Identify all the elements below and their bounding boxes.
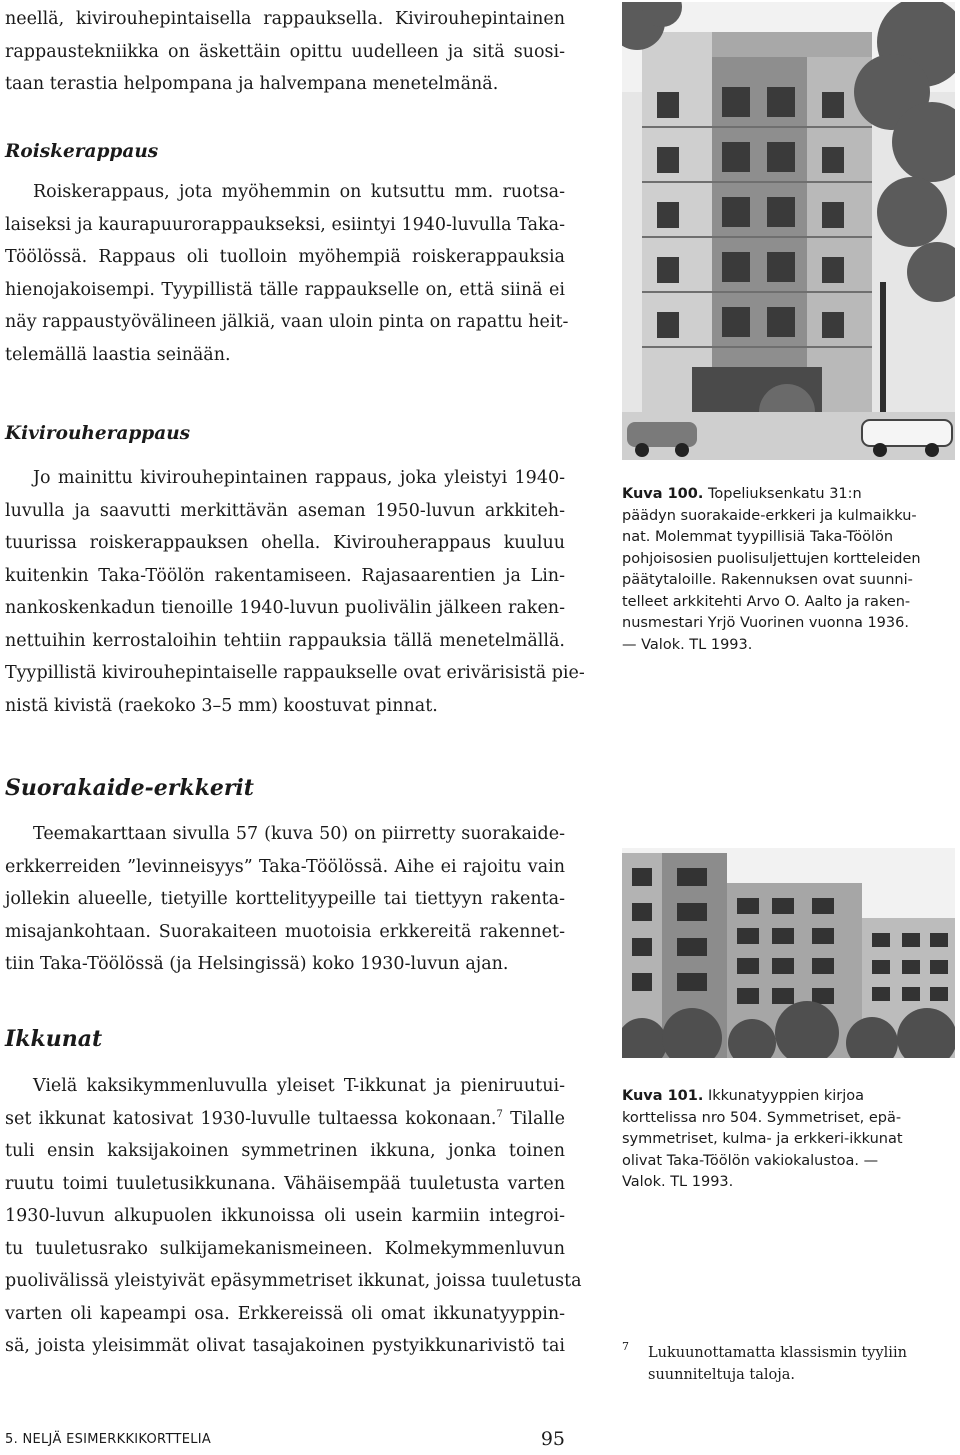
text-line: telemällä laastia seinään. [5, 344, 231, 365]
caption-line: olivat Taka-Töölön vakiokalustoa. — [622, 1152, 879, 1169]
heading-kivirouherappaus: Kivirouherappaus [5, 423, 191, 444]
text-line: Tyypillistä kivirouhepintaiselle rappaukselle ovat erivärisistä pie- [5, 663, 585, 683]
heading-ikkunat: Ikkunat [5, 1026, 103, 1052]
text-line: kuitenkin Taka-Töölön rakentamiseen. Rajasaarentien ja Lin- [5, 565, 565, 586]
building-photo-100 [622, 2, 955, 460]
intro-paragraph [5, 3, 565, 101]
text-line: tuli ensin kaksijakoinen symmetrinen ikkuna, jonka toinen [5, 1141, 565, 1161]
building-photo-100-image [622, 2, 955, 460]
chapter-title: NELJÄ ESIMERKKIKORTTELIA [22, 1432, 212, 1447]
text-line: Töölössä. Rappaus oli tuolloin myöhempiä roiskerappauksia [5, 247, 565, 267]
text-line: rappaustekniikka on äskettäin opittu uudelleen ja sitä suosi- [5, 41, 565, 62]
text-line: Teemakarttaan sivulla 57 (kuva 50) on piirretty suorakaide- [33, 824, 565, 844]
text-line: puolivälissä yleistyivät epäsymmetriset ikkunat, joissa tuuletusta [5, 1271, 582, 1291]
caption-kuva-100 [622, 484, 955, 656]
text-line: misajankohtaan. Suorakaiteen muotoisia erkkereitä rakennet- [5, 921, 565, 942]
text-line: sä, joista yleisimmät olivat tasajakoinen pystyikkunarivistö tai [5, 1336, 565, 1356]
text-line: Vielä kaksikymmenluvulla yleiset T-ikkunat ja pieniruutui- [33, 1076, 565, 1096]
text-line: nankoskenkadun tienoille 1940-luvun puolivälin jälkeen raken- [5, 598, 565, 618]
heading-suorakaide-erkkerit: Suorakaide-erkkerit [5, 775, 254, 801]
text-line: jollekin alueelle, tietyille korttelityypeille tai tiettyyn rakenta- [5, 889, 565, 909]
text-line: tuurissa roiskerappauksen ohella. Kivirouherappaus kuuluu [5, 533, 565, 553]
text-line: näy rappaustyövälineen jälkiä, vaan uloin pinta on rapattu heit- [5, 312, 569, 332]
caption-line: nat. Molemmat tyypillisiä Taka-Töölön [622, 529, 894, 545]
text-line: erkkerreiden ”levinneisyys” Taka-Töölössä. Aihe ei rajoitu vain [5, 856, 565, 877]
text-line: luvulla ja saavutti merkittävän aseman 1950-luvun arkkiteh- [5, 500, 565, 521]
caption-label: Kuva 100. [622, 486, 704, 502]
text-line: nistä kivistä (raekoko 3–5 mm) koostuvat pinnat. [5, 695, 438, 716]
text-line: nettuihin kerrostaloihin tehtiin rappauksia tällä menetelmällä. [5, 630, 565, 651]
footnote-ref[interactable]: 7 [496, 1108, 503, 1120]
text-line: Roiskerappaus, jota myöhemmin on kutsuttu mm. ruotsa- [33, 182, 565, 202]
suora-paragraph [5, 818, 565, 981]
caption-line [622, 486, 862, 502]
page-footer [5, 1430, 565, 1450]
caption-line: nusmestari Yrjö Vuorinen vuonna 1936. [622, 615, 909, 631]
caption-line: symmetriset, kulma- ja erkkeri-ikkunat [622, 1131, 903, 1147]
text-line: ruutu toimi tuuletusikkunana. Vähäisempää tuuletusta varten [5, 1173, 565, 1194]
text-line: hienojakoisempi. Tyypillistä tälle rappaukselle on, että siinä ei [5, 279, 565, 300]
text-line: tu tuuletusrako sulkijamekanismeineen. Kolmekymmenluvun [5, 1238, 565, 1259]
caption-line: päädyn suorakaide-erkkeri ja kulmaikku- [622, 507, 917, 524]
text-line: Jo mainittu kivirouhepintainen rappaus, joka yleistyi 1940- [33, 468, 565, 488]
text-line [5, 1103, 565, 1136]
footnote-line: suunniteltuja taloja. [648, 1367, 795, 1383]
kivi-paragraph [5, 462, 585, 722]
footnote-number: 7 [622, 1340, 629, 1353]
caption-label: Kuva 101. [622, 1088, 704, 1104]
text-line: 1930-luvun alkupuolen ikkunoissa oli usein karmiin integroi- [5, 1206, 565, 1226]
caption-line [622, 1088, 864, 1104]
text-line: neellä, kivirouhepintaisella rappauksella. Kivirouhepintainen [5, 9, 565, 29]
chapter-number: 5. [5, 1432, 19, 1447]
text-line: tiin Taka-Töölössä (ja Helsingissä) koko 1930-luvun ajan. [5, 954, 509, 974]
text-line: taan terastia helpompana ja halvempana menetelmänä. [5, 74, 499, 94]
text-fragment: set ikkunat katosivat 1930-luvulle tultaessa kokonaan. [5, 1108, 497, 1129]
building-photo-101-image [622, 848, 955, 1058]
heading-roiskerappaus: Roiskerappaus [5, 141, 159, 162]
caption-text: Topeliuksenkatu 31:n [703, 486, 862, 502]
building-photo-101 [622, 848, 955, 1058]
caption-line: pohjoisosien puolisuljettujen kortteleiden [622, 550, 921, 567]
caption-kuva-101 [622, 1086, 955, 1194]
caption-line: — Valok. TL 1993. [622, 636, 753, 653]
caption-line: Valok. TL 1993. [622, 1174, 734, 1190]
caption-line: telleet arkkitehti Arvo O. Aalto ja raken- [622, 593, 911, 610]
roiske-paragraph [5, 176, 569, 371]
caption-line: päätytaloille. Rakennuksen ovat suunni- [622, 572, 913, 588]
caption-text: Ikkunatyyppien kirjoa [703, 1088, 865, 1104]
page-number: 95 [540, 1428, 565, 1450]
text-fragment: Tilalle [502, 1108, 565, 1129]
ikkunat-paragraph [5, 1070, 582, 1363]
running-chapter-title [5, 1432, 211, 1447]
footnote-7 [622, 1342, 932, 1386]
text-line: laiseksi ja kaurapuurorappaukseksi, esiintyi 1940-luvulla Taka- [5, 214, 565, 235]
footnote-line: Lukuunottamatta klassismin tyyliin [648, 1345, 907, 1361]
caption-line: korttelissa nro 504. Symmetriset, epä- [622, 1109, 902, 1126]
text-line: varten oli kapeampi osa. Erkkereissä oli omat ikkunatyyppin- [5, 1303, 565, 1324]
